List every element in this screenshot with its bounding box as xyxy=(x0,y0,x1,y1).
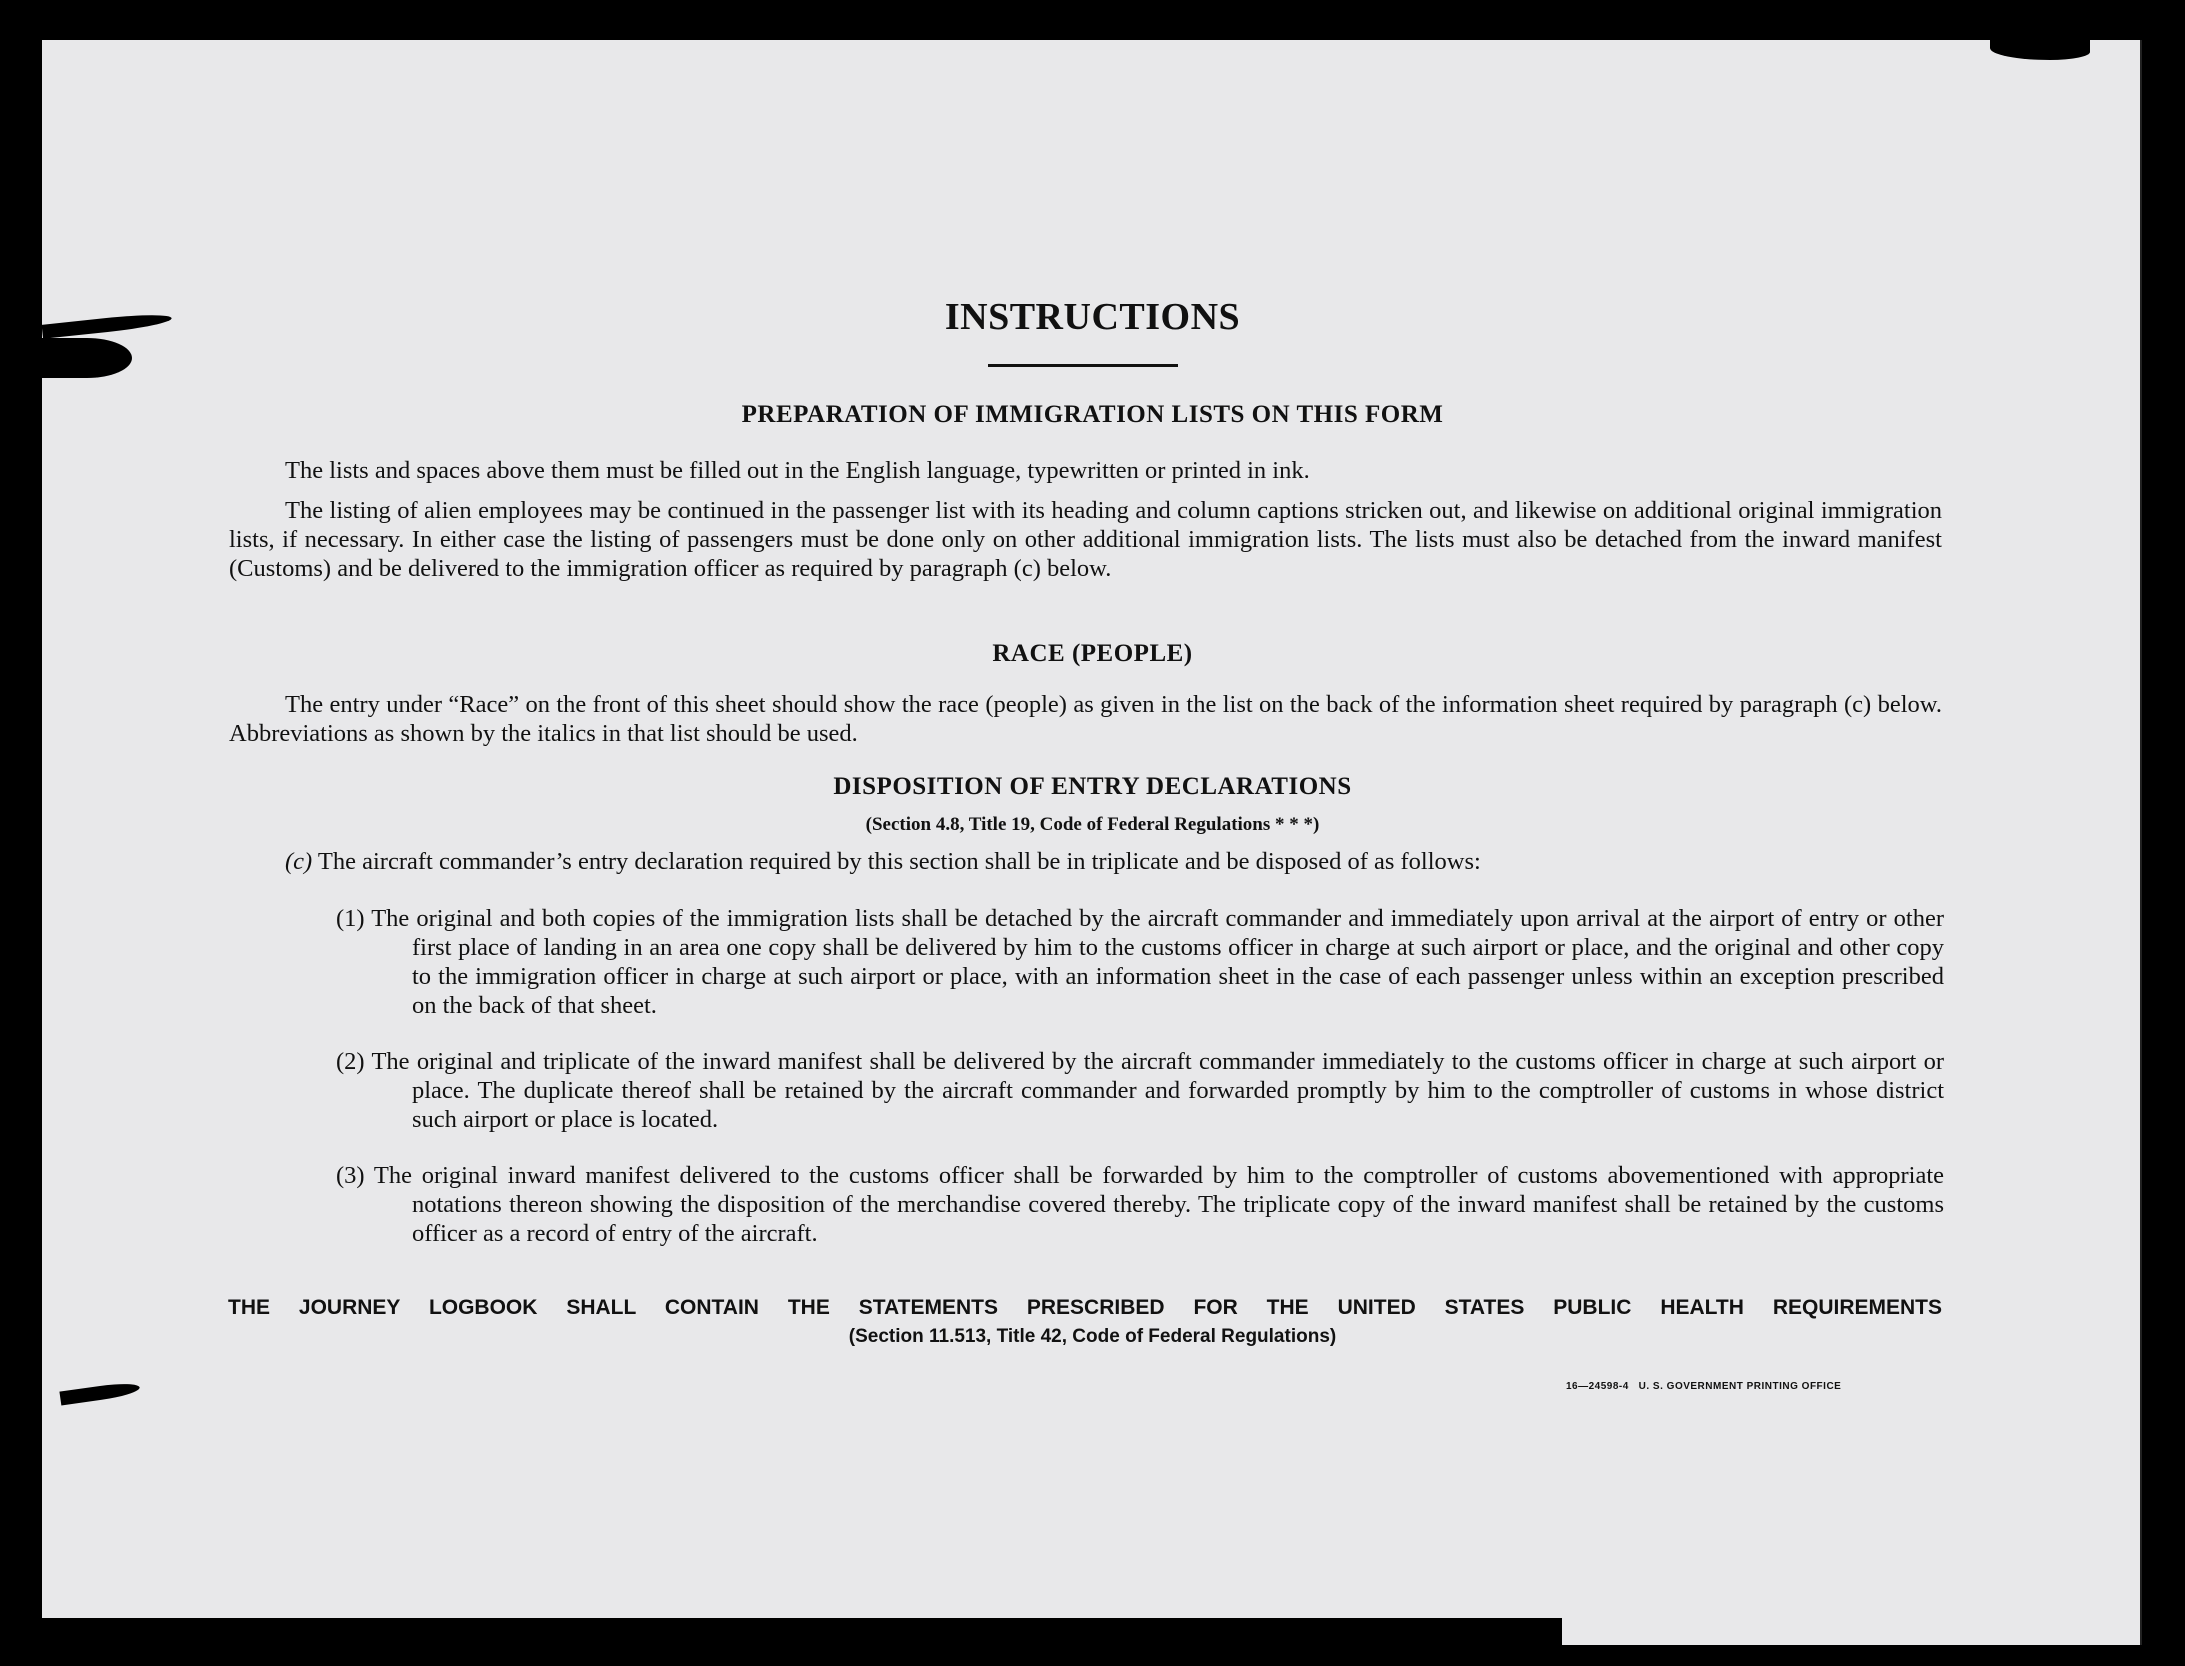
paragraph-race: The entry under “Race” on the front of this sheet should show the race (people) as given in the list on the back of the information sheet required by paragraph (c) below. Abbreviations as shown by the italics in that list should be used. xyxy=(229,691,1942,747)
list-item-2 xyxy=(336,1047,1944,1134)
heading-race: RACE (PEOPLE) xyxy=(992,640,1193,667)
footer-health-statement: THE JOURNEY LOGBOOK SHALL CONTAIN THE STATEMENTS PRESCRIBED FOR THE UNITED STATES PUBLIC HEALTH REQUIREMENTS xyxy=(228,1296,1942,1319)
disposition-intro-text: The aircraft commander’s entry declaration required by this section shall be in triplicate and be disposed of as follows: xyxy=(317,848,1481,875)
list-item-number: (2) xyxy=(336,1048,365,1075)
printing-office-code: 16—24598-4 U. S. GOVERNMENT PRINTING OFFICE xyxy=(1566,1381,1842,1392)
heading-disposition: DISPOSITION OF ENTRY DECLARATIONS xyxy=(833,773,1352,800)
list-item-number: (1) xyxy=(336,905,365,932)
paragraph-language: The lists and spaces above them must be filled out in the English language, typewritten or printed in ink. xyxy=(285,457,1310,484)
list-item-1 xyxy=(336,904,1944,1020)
page-title: INSTRUCTIONS xyxy=(944,296,1241,338)
list-item-text: The original inward manifest delivered to the customs officer shall be forwarded by him to the comptroller of customs abovementioned with appropriate notations thereon showing the disposition of the merchandise covered thereby. The triplicate copy of the inward manifest shall be retained by the customs officer as a record of entry of the aircraft. xyxy=(373,1162,1944,1247)
list-item-number: (3) xyxy=(336,1162,365,1189)
list-item-text: The original and triplicate of the inward manifest shall be delivered by the aircraft commander immediately to the customs officer in charge at such airport or place. The duplicate thereof shall be retained by the aircraft commander and forwarded promptly by him to the comptroller of customs in whose district such airport or place is located. xyxy=(371,1048,1944,1133)
paragraph-alien-employees: The listing of alien employees may be continued in the passenger list with its heading and column captions stricken out, and likewise on additional original immigration lists, if necessary. In either case the listing of passengers must be done only on other additional immigration lists. The lists must also be detached from the inward manifest (Customs) and be delivered to the immigration officer as required by paragraph (c) below. xyxy=(229,497,1942,582)
paragraph-label-c: (c) xyxy=(285,848,313,875)
list-item-text: The original and both copies of the immigration lists shall be detached by the aircraft commander and immediately upon arrival at the airport of entry or other first place of landing in an area one copy shall be delivered by him to the customs officer in charge at such airport or place, and the original and other copy to the immigration officer in charge at such airport or place, with an information sheet in the case of each passenger unless within an exception prescribed on the back of that sheet. xyxy=(371,905,1944,1019)
title-underline xyxy=(988,364,1178,367)
footer-citation: (Section 11.513, Title 42, Code of Federal Regulations) xyxy=(848,1326,1337,1347)
paragraph-disposition-intro xyxy=(285,847,1942,876)
heading-immigration-lists: PREPARATION OF IMMIGRATION LISTS ON THIS FORM xyxy=(741,401,1444,428)
list-item-3 xyxy=(336,1161,1944,1248)
subheading-disposition-citation: (Section 4.8, Title 19, Code of Federal Regulations * * *) xyxy=(865,814,1320,835)
